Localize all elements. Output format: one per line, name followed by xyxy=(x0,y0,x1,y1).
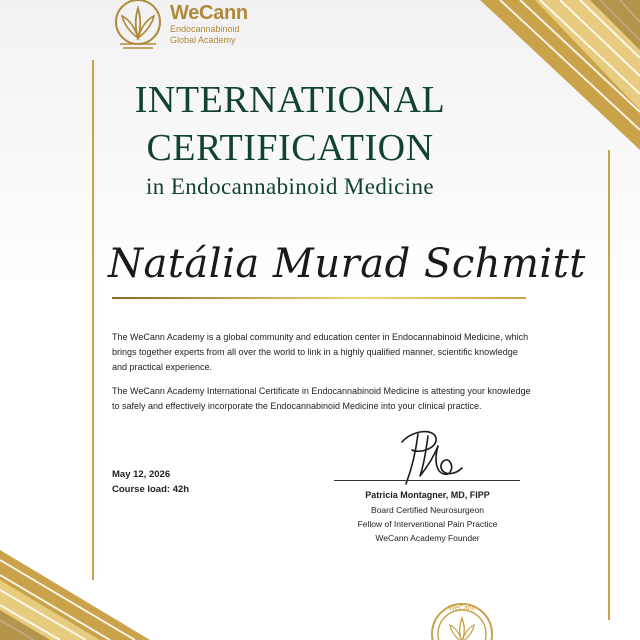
logo-subtitle-line1: Endocannabinoid xyxy=(170,24,240,34)
svg-text:WeCann: WeCann xyxy=(448,605,476,612)
certificate-subtitle: in Endocannabinoid Medicine xyxy=(145,174,434,199)
gold-frame-right xyxy=(608,150,610,620)
description-paragraph-2: The WeCann Academy International Certificate in Endocannabinoid Medicine is attesting your knowledge to safely and effectively incorporate the Endocannabinoid Medicine into your clinical practice. xyxy=(112,386,531,411)
recipient-underline xyxy=(112,297,526,299)
signature-line xyxy=(334,480,520,481)
wecann-seal-icon xyxy=(428,600,496,640)
signer-name: Patricia Montagner, MD, FIPP xyxy=(365,490,490,500)
cannabis-leaf-logo-icon xyxy=(112,0,164,52)
gold-corner-ornament-bottom-left xyxy=(0,530,200,640)
signer-role-1: Board Certified Neurosurgeon xyxy=(371,505,484,515)
certificate-title-line2: CERTIFICATION xyxy=(146,127,434,169)
logo-subtitle-line2: Global Academy xyxy=(170,35,236,45)
recipient-name: Natália Murad Schmitt xyxy=(108,241,586,287)
logo-brand-name: WeCann xyxy=(170,2,248,24)
signer-role-3: WeCann Academy Founder xyxy=(375,533,480,543)
certificate-title-line1: INTERNATIONAL xyxy=(134,79,446,121)
issue-date: May 12, 2026 xyxy=(112,469,171,480)
description-paragraph-1: The WeCann Academy is a global community and education center in Endocannabinoid Medicine, which brings together experts from all over the world to link in a highly qualified manner, scientific knowledge and practical experience. xyxy=(112,332,529,372)
gold-frame-left xyxy=(92,60,94,580)
course-load: Course load: 42h xyxy=(112,484,190,495)
wecann-logo xyxy=(112,0,248,52)
signer-role-2: Fellow of Interventional Pain Practice xyxy=(357,519,498,529)
